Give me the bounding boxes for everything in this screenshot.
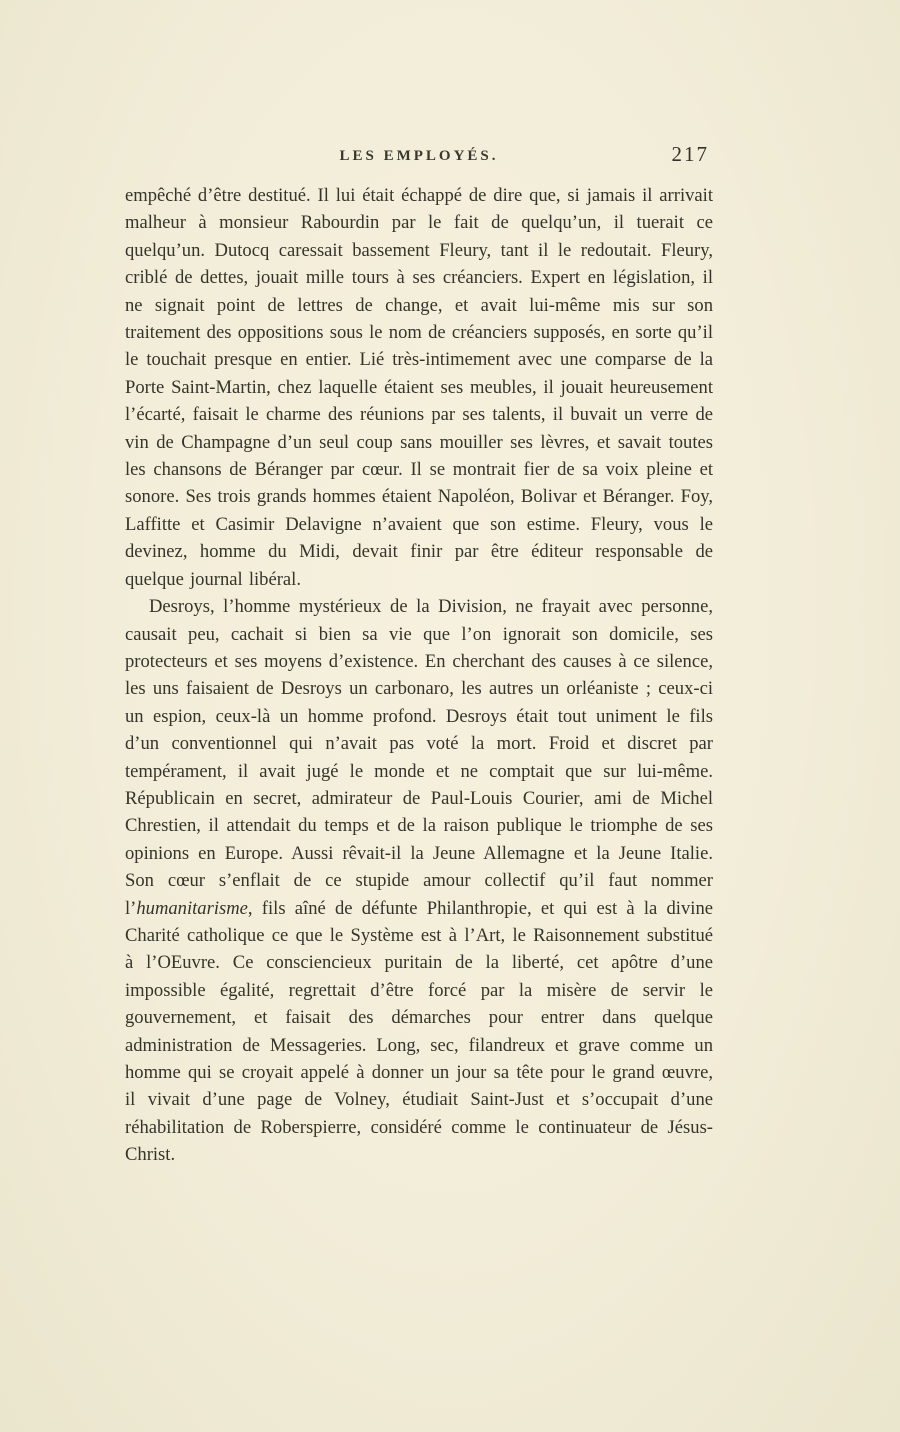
paragraph-desroys-italic-word: humanitarisme [136,897,248,919]
running-head [125,140,713,174]
paragraph-desroys-text-1: Desroys, l’homme mystérieux de la Division, ne frayait avec personne, causait peu, cachait si bien sa vie que l’on ignorait son domicile, ses protecteurs et ses moyens d’existence. En cherchant des causes à ce silence, les uns faisaient de Desroys un carbonaro, les autres un orléaniste ; ceux-ci un espion, ceux-là un homme profond. Desroys était tout uniment le fils d’un conventionnel qui n’avait pas voté la mort. Froid et discret par tempérament, il avait jugé le monde et ne comptait que sur lui-même. Républicain en secret, admirateur de Paul-Louis Courier, ami de Michel Chrestien, il attendait du temps et de la raison publique le triomphe de ses opinions en Europe. Aussi rêvait-il la Jeune Allemagne et la Jeune Italie. Son cœur s’enflait de ce stupide amour collectif qu’il faut nommer l’ [125,596,713,919]
paragraph-desroys [125,593,713,1169]
running-head-title: LES EMPLOYÉS. [339,148,499,164]
paragraph-fleury: empêché d’être destitué. Il lui était échappé de dire que, si jamais il arrivait malheur à monsieur Rabourdin par le fait de quelqu’un, il tuerait ce quelqu’un. Dutocq caressait bassement Fleury, tant il le redoutait. Fleury, criblé de dettes, jouait mille tours à ses créanciers. Expert en législation, il ne signait point de lettres de change, et avait lui-même mis sur son traitement des oppositions sous le nom de créanciers supposés, en sorte qu’il le touchait presque en entier. Lié très-intimement avec une comparse de la Porte Saint-Martin, chez laquelle étaient ses meubles, il jouait heureusement l’écarté, faisait le charme des réunions par ses talents, il buvait un verre de vin de Champagne d’un seul coup sans mouiller ses lèvres, et savait toutes les chansons de Béranger par cœur. Il se montrait fier de sa voix pleine et sonore. Ses trois grands hommes étaient Napoléon, Bolivar et Béranger. Foy, Laffitte et Casimir Delavigne n’avaient que son estime. Fleury, vous le devinez, homme du Midi, devait finir par être éditeur responsable de quelque journal libéral. [125,185,713,590]
page-number: 217 [671,142,709,166]
paragraph-desroys-text-2: , fils aîné de défunte Philanthropie, et qui est à la divine Charité catholique ce que le Système est à l’Art, le Raisonnement substitué à l’OEuvre. Ce consciencieux puritain de la liberté, cet apôtre d’une impossible égalité, regrettait d’être forcé par la misère de servir le gouvernement, et faisait des démarches pour entrer dans quelque administration de Messageries. Long, sec, filandreux et grave comme un homme qui se croyait appelé à donner un jour sa tête pour le grand œuvre, il vivait d’une page de Volney, étudiait Saint-Just et s’occupait d’une réhabilitation de Roberspierre, considéré comme le continuateur de Jésus-Christ. [125,897,713,1166]
book-page [125,140,713,1169]
body-text [125,182,713,1169]
